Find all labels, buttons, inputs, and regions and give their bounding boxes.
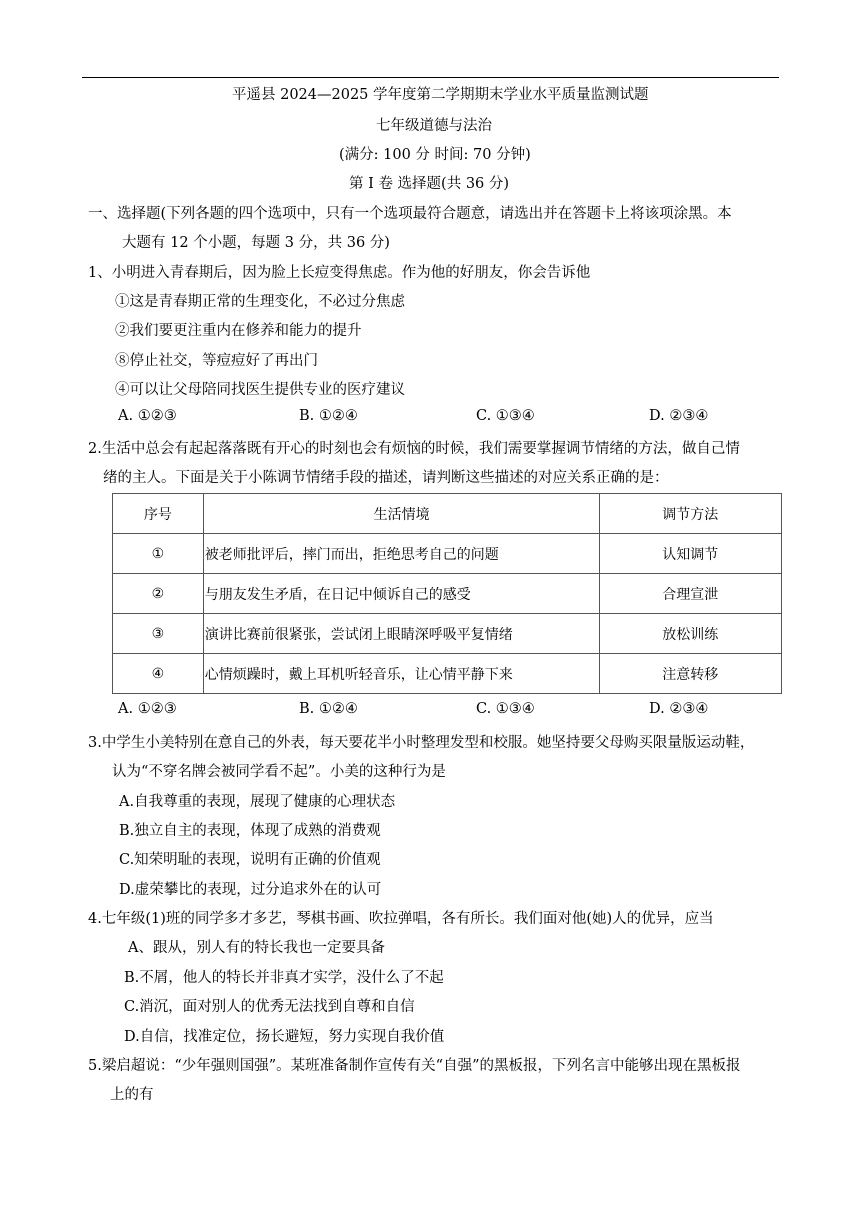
q1-option-c: C. ①③④ <box>476 408 535 424</box>
q1-item: ②我们要更注重内在修养和能力的提升 <box>115 323 362 339</box>
q4-option-b: B.不屑，他人的特长并非真才实学，没什么了不起 <box>124 970 444 986</box>
q1-option-d: D. ②③④ <box>649 408 709 424</box>
q2-table <box>112 493 782 694</box>
table-header-row <box>113 494 782 534</box>
q3-stem-line1: 3.中学生小美特别在意自己的外表，每天要花半小时整理发型和校服。她坚持要父母购买限量版运动鞋， <box>88 735 755 751</box>
table-cell: ① <box>113 534 204 574</box>
q4-option-c: C.消沉，面对别人的优秀无法找到自尊和自信 <box>124 999 415 1015</box>
q2-stem-line1: 2.生活中总会有起起落落既有开心的时刻也会有烦恼的时候，我们需要掌握调节情绪的方法，做自己情 <box>88 441 740 457</box>
section-instruction-line2: 大题有 12 个小题，每题 3 分，共 36 分) <box>122 235 390 251</box>
table-cell: 被老师批评后，摔门而出，拒绝思考自己的问题 <box>203 534 599 574</box>
q1-item: ①这是青春期正常的生理变化，不必过分焦虑 <box>115 294 405 310</box>
q3-option-d: D.虚荣攀比的表现，过分追求外在的认可 <box>119 882 382 898</box>
table-row <box>113 534 782 574</box>
table-header-cell: 调节方法 <box>599 494 781 534</box>
section-instruction-line1: 一、选择题(下列各题的四个选项中，只有一个选项最符合题意，请选出并在答题卡上将该项涂黑。本 <box>88 206 732 222</box>
q1-item: ④可以让父母陪同找医生提供专业的医疗建议 <box>115 382 405 398</box>
table-row <box>113 654 782 694</box>
table-cell: 演讲比赛前很紧张，尝试闭上眼睛深呼吸平复情绪 <box>203 614 599 654</box>
table-cell: ④ <box>113 654 204 694</box>
table-row <box>113 574 782 614</box>
table-cell: ③ <box>113 614 204 654</box>
table-cell: 与朋友发生矛盾，在日记中倾诉自己的感受 <box>203 574 599 614</box>
q4-option-a: A、跟从，别人有的特长我也一定要具备 <box>128 940 385 956</box>
part-title: 第 Ⅰ 卷 选择题(共 36 分) <box>349 176 510 192</box>
exam-info: (满分: 100 分 时间: 70 分钟) <box>339 147 531 163</box>
table-cell: 心情烦躁时，戴上耳机听轻音乐，让心情平静下来 <box>203 654 599 694</box>
table-header-cell: 生活情境 <box>203 494 599 534</box>
q1-item: ⑧停止社交，等痘痘好了再出门 <box>115 353 318 369</box>
q2-option-b: B. ①②④ <box>299 701 358 717</box>
q2-stem-line2: 绪的主人。下面是关于小陈调节情绪手段的描述，请判断这些描述的对应关系正确的是： <box>103 470 669 486</box>
exam-subject: 七年级道德与法治 <box>376 118 492 134</box>
table-cell: 注意转移 <box>599 654 781 694</box>
q5-stem-line1: 5.梁启超说：“少年强则国强”。某班准备制作宣传有关“自强”的黑板报，下列名言中能够出现在黑板报 <box>88 1058 741 1074</box>
header-rule <box>82 77 779 78</box>
q1-option-b: B. ①②④ <box>299 408 358 424</box>
q5-stem-line2: 上的有 <box>110 1087 154 1103</box>
table-row <box>113 614 782 654</box>
table-cell: ② <box>113 574 204 614</box>
q3-option-a: A.自我尊重的表现，展现了健康的心理状态 <box>119 794 396 810</box>
q3-option-c: C.知荣明耻的表现，说明有正确的价值观 <box>119 852 381 868</box>
q4-stem: 4.七年级(1)班的同学多才多艺，琴棋书画、吹拉弹唱，各有所长。我们面对他(她)人的优异，应当 <box>88 911 714 927</box>
q3-option-b: B.独立自主的表现，体现了成熟的消费观 <box>119 823 381 839</box>
q1-stem: 1、小明进入青春期后，因为脸上长痘变得焦虑。作为他的好朋友，你会告诉他 <box>88 265 591 281</box>
q3-stem-line2: 认为“不穿名牌会被同学看不起”。小美的这种行为是 <box>112 764 446 780</box>
table-header-cell: 序号 <box>113 494 204 534</box>
table-cell: 认知调节 <box>599 534 781 574</box>
q2-option-a: A. ①②③ <box>118 701 177 717</box>
table-cell: 放松训练 <box>599 614 781 654</box>
q2-option-c: C. ①③④ <box>476 701 535 717</box>
q1-option-a: A. ①②③ <box>118 408 177 424</box>
exam-title: 平遥县 2024—2025 学年度第二学期期末学业水平质量监测试题 <box>232 87 649 103</box>
q4-option-d: D.自信，找准定位，扬长避短，努力实现自我价值 <box>124 1029 445 1045</box>
table-cell: 合理宣泄 <box>599 574 781 614</box>
q2-option-d: D. ②③④ <box>649 701 709 717</box>
